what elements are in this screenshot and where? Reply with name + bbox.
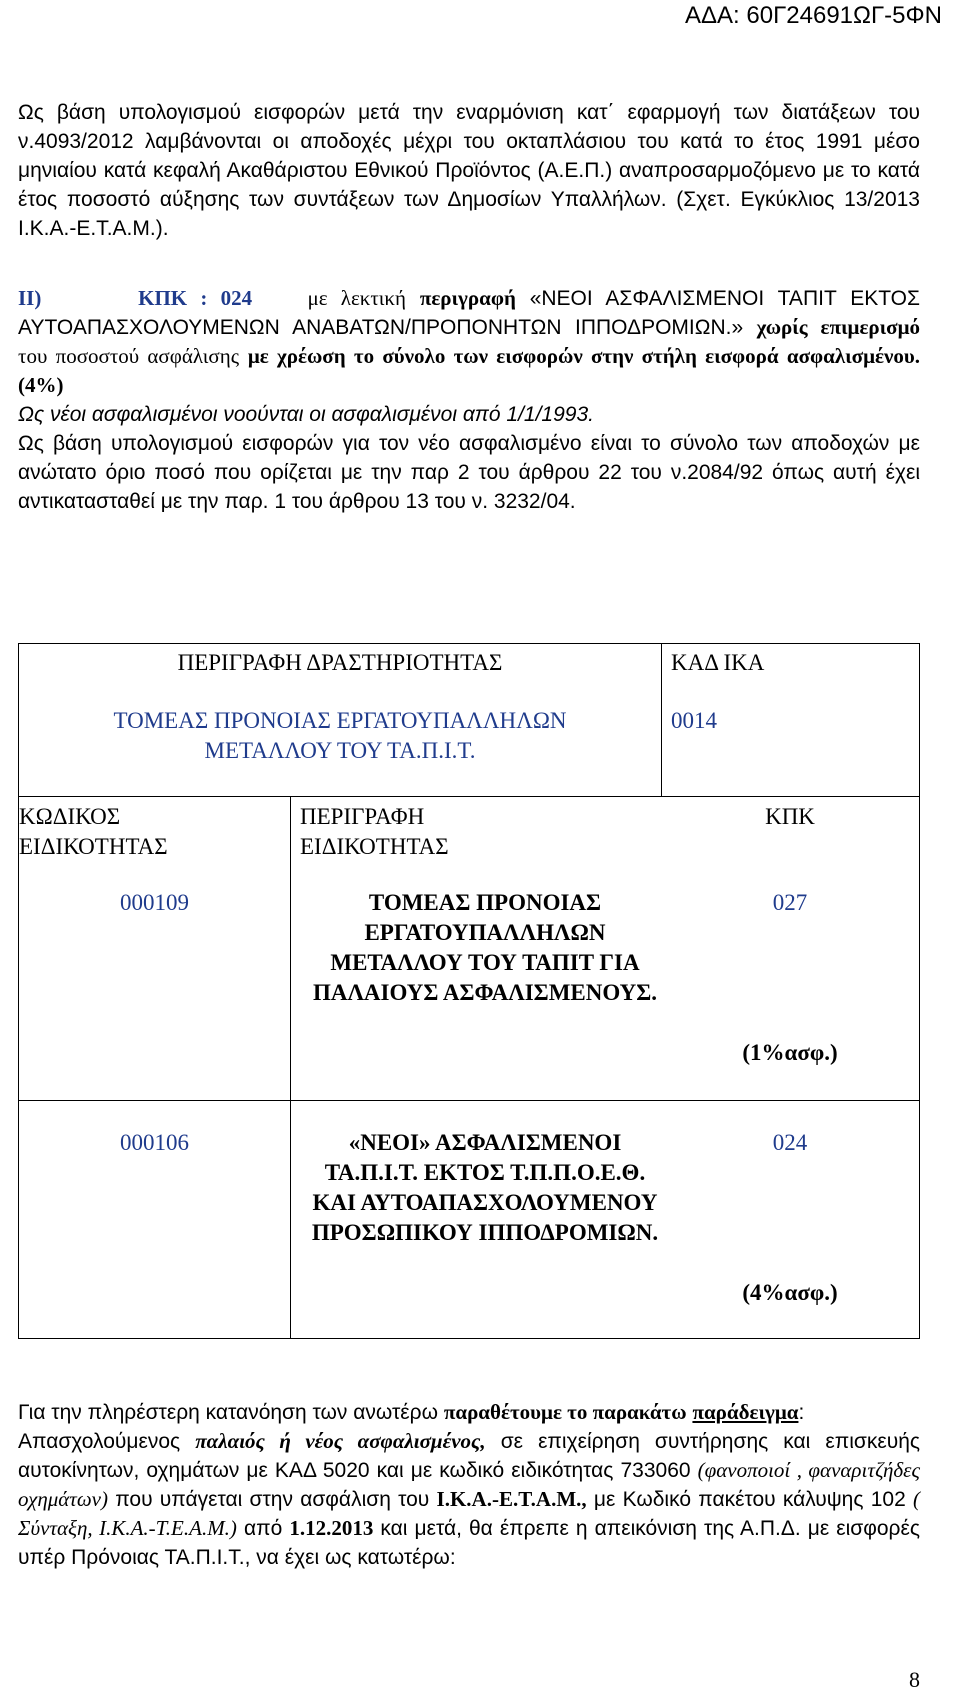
basis-text: Ως βάση υπολογισμού εισφορών για τον νέο ασφαλισμένο είναι το σύνολο των αποδοχών με ανώτατο όριο ποσό που ορίζεται με την παρ 2 του άρθρου 22 του ν.2084/92 όπως αυτή έχει αντικατασταθεί με την παρ. 1 του άρθρου 13 του ν. 3232/04.	[18, 432, 920, 513]
activity-table	[18, 643, 920, 1339]
ada-code: ΑΔΑ: 60Γ24691ΩΓ-5ΦΝ	[684, 2, 942, 29]
intro-paragraph	[18, 98, 920, 243]
section-ii	[18, 284, 920, 516]
row1-kpk: 027	[772, 890, 808, 915]
intro-text: Ως βάση υπολογισμού εισφορών μετά την εναρμόνιση κατ΄ εφαρμογή των διατάξεων του ν.4093/2012 λαμβάνονται οι αποδοχές μέχρι του οκταπλάσιου του κατά το έτος 1991 μέσο μηνιαίου κατά κεφαλή Ακαθάριστου Εθνικού Προϊόντος (Α.Ε.Π.) αναπροσαρμοζόμενο με το κατά έτος ποσοστό αύξησης των συντάξεων των Δημοσίων Υπαλλήλων. (Σχετ. Εγκύκλιος 13/2013 Ι.Κ.Α.-Ε.Τ.Α.Μ.).	[18, 101, 920, 240]
row1-rate: (1%ασφ.)	[742, 1040, 838, 1065]
section-kpk: ΚΠΚ : 024	[138, 286, 253, 310]
row2-rate: (4%ασφ.)	[742, 1280, 838, 1305]
header-kpk: ΚΠΚ	[765, 804, 815, 829]
example-paragraph	[18, 1398, 920, 1572]
header-description: ΠΕΡΙΓΡΑΦΗ ΕΙΔΙΚΟΤΗΤΑΣ	[300, 804, 449, 859]
example-body: Απασχολούμενος παλαιός ή νέος ασφαλισμένος, σε επιχείρηση συντήρησης και επισκευής αυτοκίνητων, οχημάτων με ΚΑΔ 5020 και με κωδικό ειδικότητας 733060 (φανοποιοί , φαναριτζήδες οχημάτων) που υπάγεται στην ασφάλιση του Ι.Κ.Α.-Ε.Τ.Α.Μ., με Κωδικό πακέτου κάλυψης 102 ( Σύνταξη, Ι.Κ.Α.-Τ.Ε.Α.Μ.) από 1.12.2013 και μετά, θα έπρεπε η απεικόνιση της Α.Π.Δ. με εισφορές υπέρ Πρόνοιας ΤΑ.Π.Ι.Τ., να έχει ως κατωτέρω:	[18, 1429, 921, 1569]
section-ii-heading: ΙΙ) ΚΠΚ : 024 με λεκτική περιγραφή «ΝΕΟΙ ΑΣΦΑΛΙΣΜΕΝΟΙ ΤΑΠΙΤ ΕΚΤΟΣ ΑΥΤΟΑΠΑΣΧΟΛΟΥΜΕΝΩΝ ΑΝΑΒΑΤΩΝ/ΠΡΟΠΟΝΗΤΩΝ ΙΠΠΟΔΡΟΜΙΩΝ.» χωρίς επιμερισμό του ποσοστού ασφάλισης με χρέωση το σύνολο των εισφορών στην στήλη εισφορά ασφαλισμένου.(4%)	[18, 286, 920, 397]
activity-value: ΤΟΜΕΑΣ ΠΡΟΝΟΙΑΣ ΕΡΓΑΤΟΥΠΑΛΛΗΛΩΝ ΜΕΤΑΛΛΟΥ ΤΟΥ ΤΑ.Π.Ι.Τ.	[113, 708, 567, 763]
row2-code: 000106	[120, 1130, 189, 1155]
section-label: ΙΙ)	[18, 286, 42, 310]
page-number: 8	[909, 1667, 920, 1692]
header-kad: ΚΑΔ ΙΚΑ	[671, 650, 765, 675]
header-code: ΚΩΔΙΚΟΣ ΕΙΔΙΚΟΤΗΤΑΣ	[19, 804, 168, 859]
kad-value: 0014	[671, 708, 717, 733]
row2-kpk: 024	[772, 1130, 808, 1155]
new-insured-note: Ως νέοι ασφαλισμένοι νοούνται οι ασφαλισμένοι από 1/1/1993.	[18, 403, 594, 426]
row2-description: «ΝΕΟΙ» ΑΣΦΑΛΙΣΜΕΝΟΙ ΤΑ.Π.Ι.Τ. ΕΚΤΟΣ Τ.Π.Π.Ο.Ε.Θ. ΚΑΙ ΑΥΤΟΑΠΑΣΧΟΛΟΥΜΕΝΟΥ ΠΡΟΣΩΠΙΚΟΥ ΙΠΠΟΔΡΟΜΙΩΝ.	[311, 1130, 659, 1245]
row1-description: ΤΟΜΕΑΣ ΠΡΟΝΟΙΑΣ ΕΡΓΑΤΟΥΠΑΛΛΗΛΩΝ ΜΕΤΑΛΛΟΥ ΤΟΥ ΤΑΠΙΤ ΓΙΑ ΠΑΛΑΙΟΥΣ ΑΣΦΑΛΙΣΜΕΝΟΥΣ.	[312, 890, 658, 1005]
example-intro: Για την πληρέστερη κατανόηση των ανωτέρω παραθέτουμε το παρακάτω παράδειγμα:	[18, 1400, 805, 1424]
row1-code: 000109	[120, 890, 189, 915]
header-activity: ΠΕΡΙΓΡΑΦΗ ΔΡΑΣΤΗΡΙΟΤΗΤΑΣ	[177, 650, 503, 675]
